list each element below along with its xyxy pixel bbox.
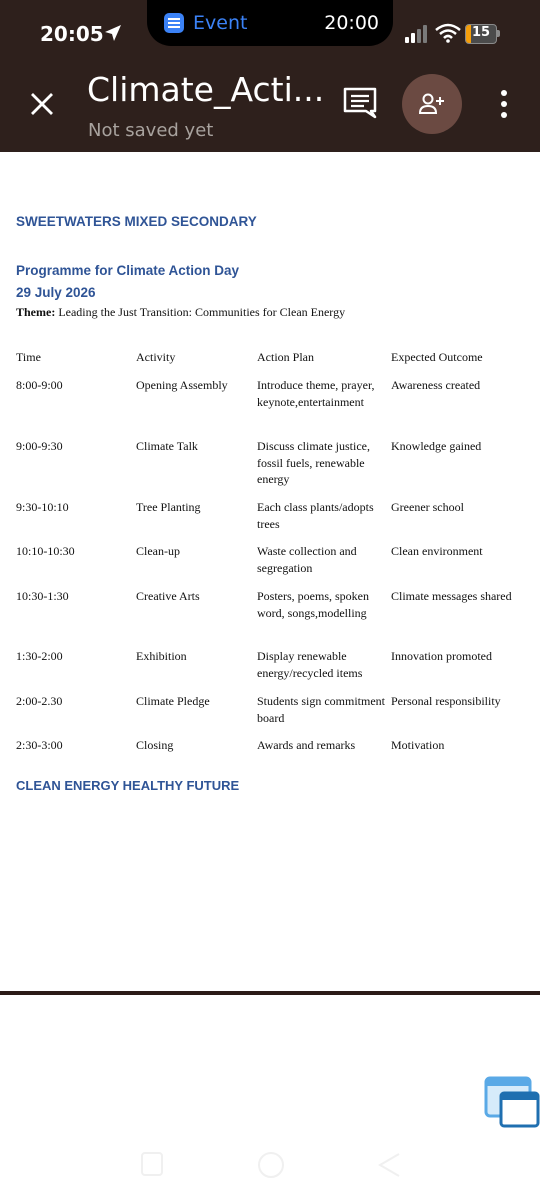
top-bar xyxy=(0,0,540,152)
notification-pill[interactable] xyxy=(147,0,393,46)
table-cell: 2:30-3:00 xyxy=(16,738,63,752)
table-cell: Clean environment xyxy=(391,544,483,558)
status-time: 20:05 xyxy=(40,22,104,46)
table-cell: 9:00-9:30 xyxy=(16,439,63,453)
close-icon[interactable] xyxy=(26,88,58,120)
document-title: Climate_Acti... xyxy=(87,70,325,109)
notification-label: Event xyxy=(193,12,248,34)
table-cell: Discuss climate justice, fossil fuels, renewable energy xyxy=(257,439,370,486)
save-status: Not saved yet xyxy=(88,120,214,141)
add-person-button[interactable] xyxy=(402,74,462,134)
theme-line xyxy=(16,305,345,320)
table-cell: 9:30-10:10 xyxy=(16,500,69,514)
programme-title: Programme for Climate Action Day xyxy=(16,263,240,278)
table-cell: Each class plants/adopts trees xyxy=(257,500,374,531)
column-header-time: Time xyxy=(16,350,41,364)
school-heading: SWEETWATERS MIXED SECONDARY xyxy=(16,214,257,229)
table-cell: Climate Talk xyxy=(136,439,198,453)
table-cell: 1:30-2:00 xyxy=(16,649,63,663)
table-cell: Greener school xyxy=(391,500,464,514)
table-cell: Innovation promoted xyxy=(391,649,492,663)
table-cell: Creative Arts xyxy=(136,589,200,603)
table-cell: Motivation xyxy=(391,738,445,752)
table-cell: 10:10-10:30 xyxy=(16,544,75,558)
add-person-icon xyxy=(419,92,445,116)
battery-icon xyxy=(465,24,499,44)
table-cell: Waste collection and segregation xyxy=(257,544,357,575)
signal-icon xyxy=(404,24,430,44)
column-header-activity: Activity xyxy=(136,350,176,364)
table-cell: 10:30-1:30 xyxy=(16,589,69,603)
event-icon xyxy=(163,12,185,34)
table-cell: Opening Assembly xyxy=(136,378,228,392)
table-cell: Posters, poems, spoken word, songs,modelling xyxy=(257,589,369,620)
table-cell: Knowledge gained xyxy=(391,439,482,453)
divider xyxy=(0,991,540,995)
multi-window-icon[interactable] xyxy=(484,1076,540,1130)
table-cell: Clean-up xyxy=(136,544,180,558)
table-cell: Tree Planting xyxy=(136,500,201,514)
table-cell: Awards and remarks xyxy=(257,738,356,752)
closing-slogan: CLEAN ENERGY HEALTHY FUTURE xyxy=(16,778,240,793)
home-icon[interactable] xyxy=(256,1150,286,1180)
table-cell: Awareness created xyxy=(391,378,481,392)
comment-icon[interactable] xyxy=(342,86,378,120)
recent-apps-icon[interactable] xyxy=(140,1150,164,1178)
theme-label: Theme: xyxy=(16,305,56,319)
wifi-icon xyxy=(435,23,461,43)
table-cell: Climate Pledge xyxy=(136,694,210,708)
table-cell: Introduce theme, prayer, keynote,entertainment xyxy=(257,378,375,409)
table-cell: Exhibition xyxy=(136,649,187,663)
table-cell: 8:00-9:00 xyxy=(16,378,63,392)
theme-text: Leading the Just Transition: Communities for Clean Energy xyxy=(55,305,346,319)
column-header-action-plan: Action Plan xyxy=(257,350,314,364)
table-cell: Closing xyxy=(136,738,174,752)
notification-time: 20:00 xyxy=(324,12,379,34)
navigation-arrow-icon xyxy=(103,23,123,43)
table-cell: Personal responsibility xyxy=(391,694,501,708)
more-vert-icon[interactable] xyxy=(494,88,514,122)
table-cell: Climate messages shared xyxy=(391,589,512,603)
programme-date: 29 July 2026 xyxy=(16,285,96,300)
back-icon[interactable] xyxy=(376,1150,402,1180)
table-cell: Students sign commitment board xyxy=(257,694,385,725)
table-cell: Display renewable energy/recycled items xyxy=(257,649,363,680)
table-cell: 2:00-2.30 xyxy=(16,694,63,708)
battery-level: 15 xyxy=(471,25,491,40)
column-header-expected-outcome: Expected Outcome xyxy=(391,350,483,364)
